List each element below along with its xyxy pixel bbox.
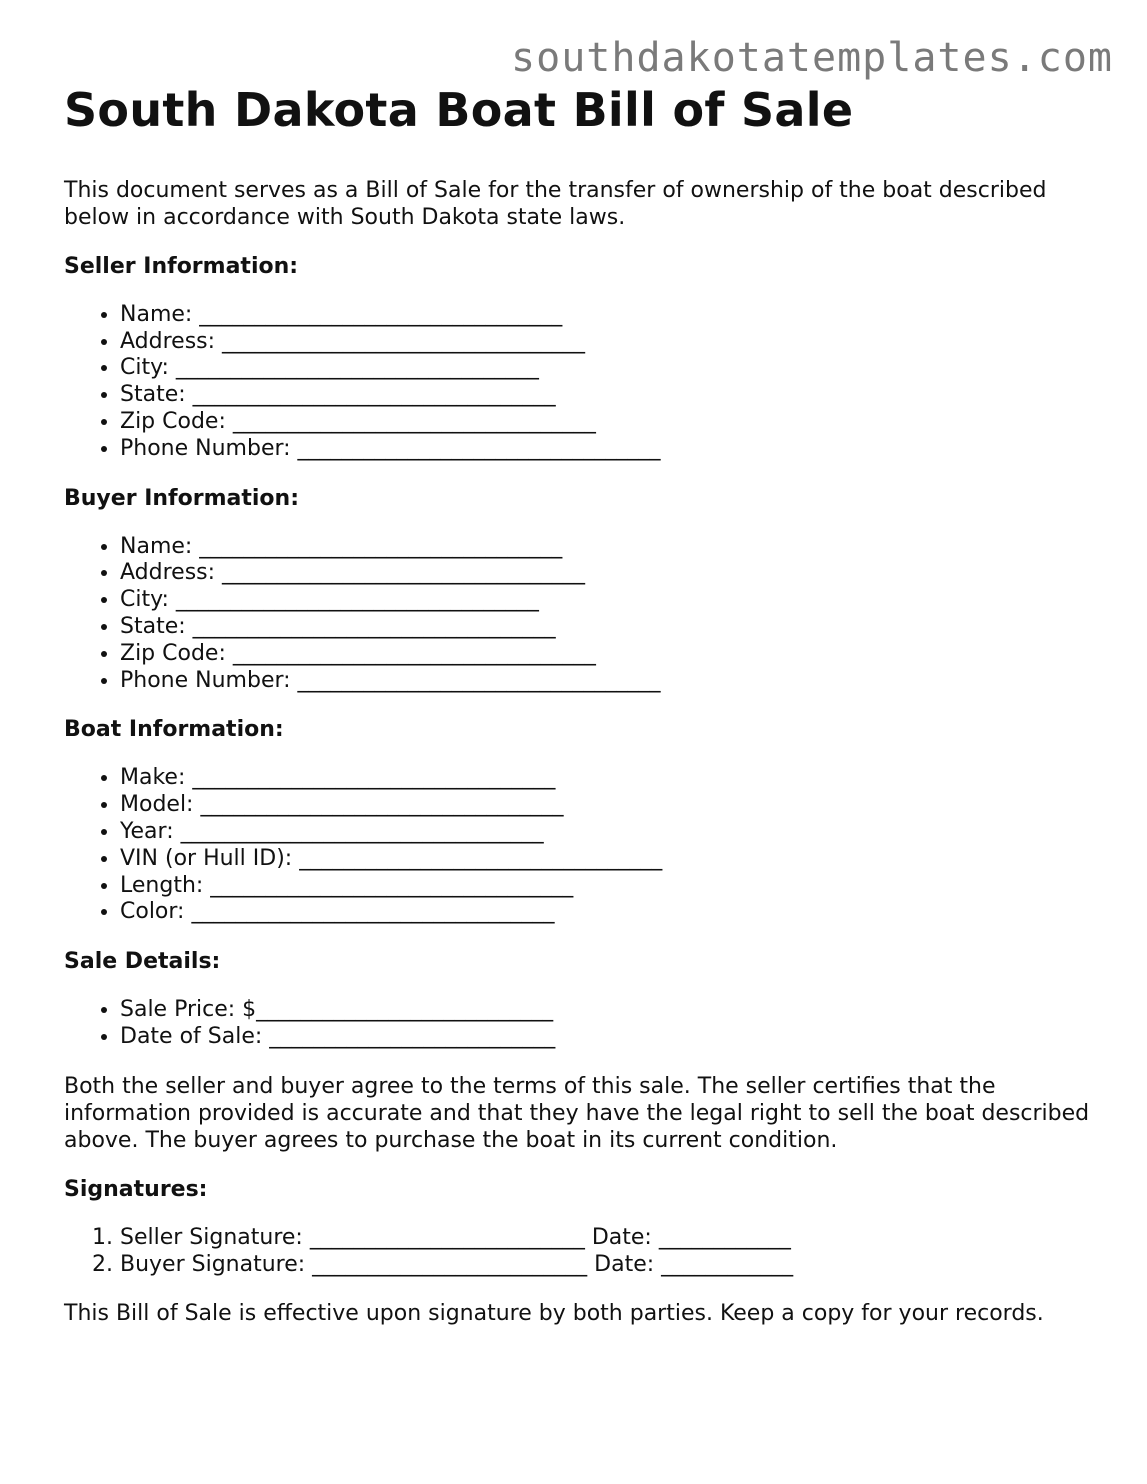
sale-list: [64, 997, 1094, 1051]
signatures-list: [64, 1225, 1094, 1279]
list-item: • Phone Number: _________________________________: [120, 668, 1094, 695]
list-item: • Year: _________________________________: [120, 819, 1094, 846]
footer-paragraph: This Bill of Sale is effective upon signature by both parties. Keep a copy for your records.: [64, 1301, 1044, 1327]
list-item: 2. Buyer Signature: _________________________ Date: ____________: [120, 1252, 1094, 1279]
list-item: • Model: _________________________________: [120, 792, 1094, 819]
list-item: 1. Seller Signature: _________________________ Date: ____________: [120, 1225, 1094, 1252]
document-body: [64, 84, 1094, 1327]
list-item: • State: _________________________________: [120, 382, 1094, 409]
page-title: South Dakota Boat Bill of Sale: [64, 83, 854, 137]
list-item: • Zip Code: _________________________________: [120, 641, 1094, 668]
list-item: • Color: _________________________________: [120, 899, 1094, 926]
agreement-paragraph: Both the seller and buyer agree to the terms of this sale. The seller certifies that the information provided is accurate and that they have the legal right to sell the boat described above. The buyer agrees to purchase the boat in its current condition.: [64, 1073, 1090, 1153]
list-item: • State: _________________________________: [120, 614, 1094, 641]
buyer-list: [64, 534, 1094, 695]
list-item: • City: _________________________________: [120, 587, 1094, 614]
list-item: • Make: _________________________________: [120, 765, 1094, 792]
list-item: • Name: _________________________________: [120, 534, 1094, 561]
sale-heading: Sale Details:: [64, 949, 221, 975]
list-item: • Sale Price: $___________________________: [120, 997, 1094, 1024]
seller-heading: Seller Information:: [64, 253, 299, 279]
watermark: southdakotatemplates.com: [511, 35, 1113, 81]
list-item: • VIN (or Hull ID): _________________________________: [120, 846, 1094, 873]
intro-paragraph: This document serves as a Bill of Sale for the transfer of ownership of the boat described below in accordance with South Dakota state laws.: [64, 177, 1047, 230]
seller-list: [64, 302, 1094, 463]
boat-list: [64, 765, 1094, 926]
boat-heading: Boat Information:: [64, 717, 284, 743]
buyer-heading: Buyer Information:: [64, 485, 299, 511]
signatures-heading: Signatures:: [64, 1176, 208, 1202]
list-item: • Date of Sale: __________________________: [120, 1024, 1094, 1051]
list-item: • Length: _________________________________: [120, 873, 1094, 900]
list-item: • Name: _________________________________: [120, 302, 1094, 329]
list-item: • City: _________________________________: [120, 355, 1094, 382]
list-item: • Address: _________________________________: [120, 560, 1094, 587]
list-item: • Phone Number: _________________________________: [120, 436, 1094, 463]
list-item: • Zip Code: _________________________________: [120, 409, 1094, 436]
list-item: • Address: _________________________________: [120, 329, 1094, 356]
